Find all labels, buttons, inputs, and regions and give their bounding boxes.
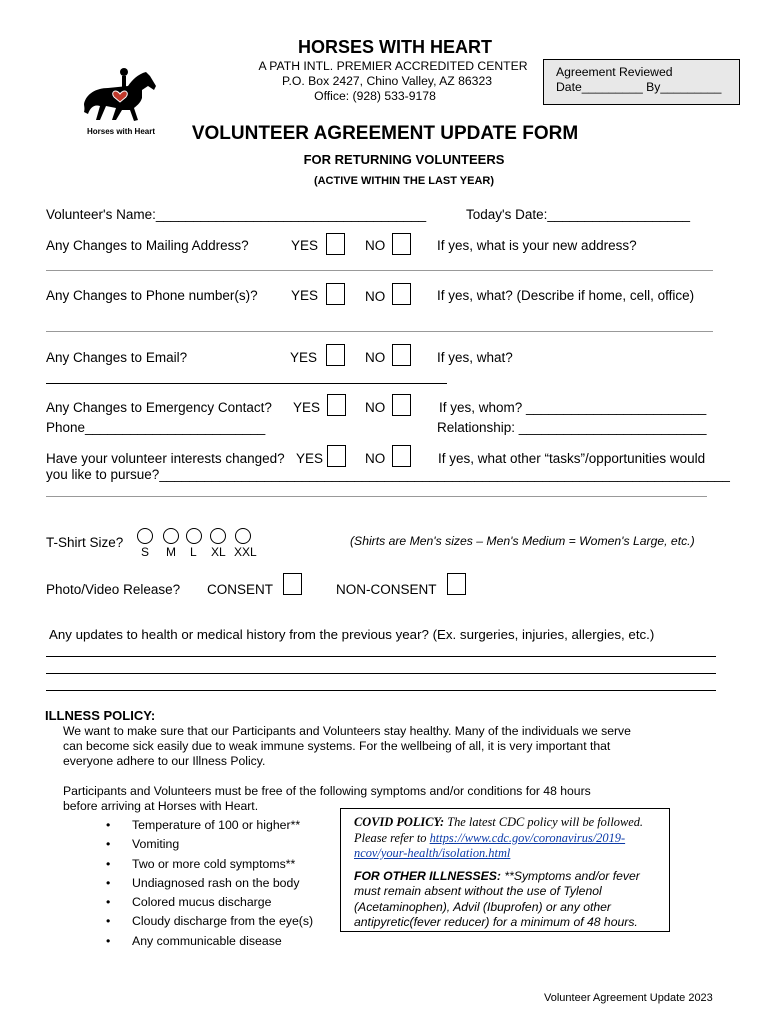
non-consent-label: NON-CONSENT [336,582,437,597]
interests-yes-label: YES [296,451,324,466]
form-subtitle-2: (ACTIVE WITHIN THE LAST YEAR) [313,175,495,187]
mailing-yes-label: YES [291,238,319,253]
review-line-2[interactable]: Date_________ By_________ [556,80,722,94]
illness-policy-heading: ILLNESS POLICY: [45,708,156,723]
illness-intro [63,724,631,769]
form-subtitle-1: FOR RETURNING VOLUNTEERS [303,152,505,167]
office-phone: Office: (928) 533-9178 [314,89,436,103]
email-no-label: NO [365,350,386,365]
tshirt-size-s: S [141,545,150,559]
email-label: Any Changes to Email? [46,350,188,365]
illness-requirement-line-2: before arriving at Horses with Heart. [63,799,259,813]
health-line-1[interactable] [46,656,716,657]
symptom-list [102,816,313,951]
consent-checkbox[interactable] [283,573,302,595]
other-illness-heading: FOR OTHER ILLNESSES: [354,869,501,883]
review-line-1: Agreement Reviewed [556,65,673,79]
tshirt-label: T-Shirt Size? [46,535,124,550]
phone-label: Any Changes to Phone number(s)? [46,288,258,303]
other-illness-text: FOR OTHER ILLNESSES: **Symptoms and/or fever must remain absent without the use of Tylenol (Acetaminophen), Advil (Ibuprofen) or any other antipyretic(fever reducer) for a minimum of 48 hours. [354,869,640,929]
tshirt-note: (Shirts are Men's sizes – Men's Medium = Women's Large, etc.) [350,534,695,548]
interests-no-checkbox[interactable] [392,445,411,467]
form-title: VOLUNTEER AGREEMENT UPDATE FORM [191,123,579,144]
photo-release-label: Photo/Video Release? [46,582,181,597]
accreditation: A PATH INTL. PREMIER ACCREDITED CENTER [258,59,528,73]
org-name: HORSES WITH HEART [297,37,492,57]
interests-pursue-field[interactable]: you like to pursue?____________________________________________________________________________ [46,467,730,482]
tshirt-size-m: M [166,545,176,559]
mailing-no-label: NO [365,238,386,253]
interests-yes-checkbox[interactable] [327,445,346,467]
health-updates-label: Any updates to health or medical history from the previous year? (Ex. surgeries, injuries, allergies, etc.) [49,627,655,642]
phone-answer-line[interactable] [46,331,713,332]
list-item: • Undiagnosed rash on the body [106,875,300,890]
mailing-answer-line[interactable] [46,270,713,271]
emergency-yes-label: YES [293,400,321,415]
phone-yes-checkbox[interactable] [326,283,345,305]
mailing-no-checkbox[interactable] [392,233,411,255]
tshirt-size-xxl: XXL [234,545,257,559]
interests-no-label: NO [365,451,386,466]
mailing-address-label: Any Changes to Mailing Address? [46,238,249,253]
logo-text: Horses with Heart [86,127,156,136]
illness-requirement-line-1: Participants and Volunteers must be free of the following symptoms and/or conditions for 48 hours [63,784,591,798]
emergency-yes-checkbox[interactable] [327,394,346,416]
tshirt-m-radio[interactable] [163,528,179,544]
emergency-no-checkbox[interactable] [392,394,411,416]
consent-label: CONSENT [207,582,274,597]
phone-if-yes: If yes, what? (Describe if home, cell, office) [437,288,695,303]
volunteer-name-field[interactable]: Volunteer's Name:____________________________________ [46,207,427,222]
phone-yes-label: YES [291,288,319,303]
address: P.O. Box 2427, Chino Valley, AZ 86323 [281,74,493,88]
list-item: • Two or more cold symptoms** [106,856,296,871]
tshirt-l-radio[interactable] [186,528,202,544]
emergency-contact-label: Any Changes to Emergency Contact? [46,400,272,415]
non-consent-checkbox[interactable] [447,573,466,595]
covid-heading: COVID POLICY: [354,815,445,829]
email-if-yes: If yes, what? [437,350,513,365]
emergency-phone-field[interactable]: Phone________________________ [46,420,266,435]
tshirt-size-xl: XL [211,545,226,559]
emergency-relationship-field[interactable]: Relationship: _________________________ [437,420,707,435]
interests-answer-line[interactable] [46,496,707,497]
illness-intro-line-1: We want to make sure that our Participants and Volunteers stay healthy. Many of the individuals we serve [63,724,631,738]
cdc-link[interactable]: https://www.cdc.gov/coronavirus/2019- [429,830,626,845]
interests-label: Have your volunteer interests changed? [46,451,285,466]
illness-intro-line-2: can become sick easily due to weak immune systems. For the wellbeing of all, it is very important that [63,739,611,753]
phone-no-label: NO [365,289,386,304]
covid-policy-text: COVID POLICY: The latest CDC policy will be followed. Please refer to https://www.cdc.gov/coronavirus/2019- ncov/your-health/isolation.html [354,815,644,860]
illness-intro-line-3: everyone adhere to our Illness Policy. [63,754,266,768]
list-item: • Vomiting [106,837,180,852]
tshirt-size-l: L [190,545,197,559]
health-line-3[interactable] [46,690,716,691]
emergency-no-label: NO [365,400,386,415]
tshirt-s-radio[interactable] [137,528,153,544]
covid-policy-box [340,808,670,932]
todays-date-field[interactable]: Today's Date:___________________ [466,207,691,222]
interests-if-yes: If yes, what other “tasks”/opportunities would [438,451,706,466]
agreement-reviewed-box [543,59,740,105]
list-item: • Temperature of 100 or higher** [106,818,301,832]
list-item: • Colored mucus discharge [106,895,272,910]
email-answer-line[interactable] [46,383,447,384]
mailing-if-yes: If yes, what is your new address? [437,238,637,253]
tshirt-xxl-radio[interactable] [235,528,251,544]
email-yes-checkbox[interactable] [326,344,345,366]
emergency-whom-field[interactable]: If yes, whom? ________________________ [439,400,707,415]
footer-text: Volunteer Agreement Update 2023 [544,992,713,1004]
health-line-2[interactable] [46,673,716,674]
phone-no-checkbox[interactable] [392,283,411,305]
list-item: • Any communicable disease [106,933,282,948]
mailing-yes-checkbox[interactable] [326,233,345,255]
email-yes-label: YES [290,350,318,365]
list-item: • Cloudy discharge from the eye(s) [106,914,314,929]
tshirt-xl-radio[interactable] [210,528,226,544]
email-no-checkbox[interactable] [392,344,411,366]
cdc-link-continued[interactable]: ncov/your-health/isolation.html [354,846,511,860]
